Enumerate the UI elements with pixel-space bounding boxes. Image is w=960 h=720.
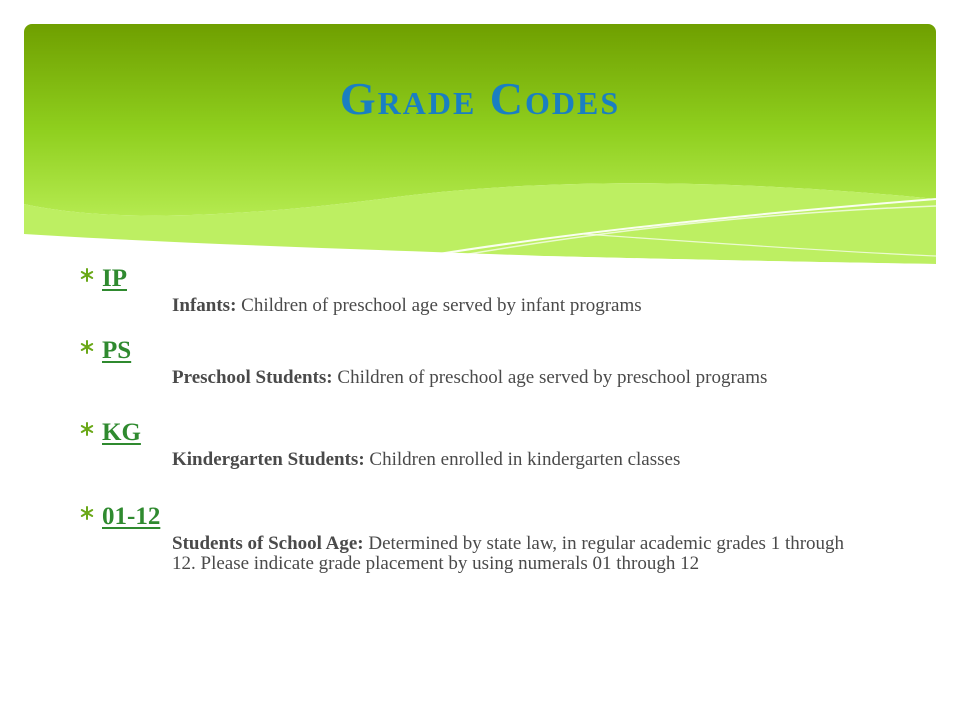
list-item <box>80 262 880 316</box>
asterisk-icon <box>80 422 94 436</box>
grade-description <box>172 450 872 470</box>
asterisk-icon <box>80 268 94 282</box>
grade-term: Preschool Students: <box>172 367 333 388</box>
banner-graphic <box>24 24 936 274</box>
grade-term: Infants: <box>172 295 237 316</box>
grade-description <box>172 368 872 388</box>
list-item <box>80 334 880 388</box>
grade-text: Children enrolled in kindergarten classes <box>364 449 681 470</box>
title-banner <box>24 24 936 274</box>
grade-term: Students of School Age: <box>172 533 364 554</box>
grade-code: KG <box>102 419 141 446</box>
grade-description <box>172 534 872 574</box>
asterisk-icon <box>80 340 94 354</box>
list-item <box>80 416 880 470</box>
grade-code: PS <box>102 337 132 364</box>
asterisk-icon <box>80 506 94 520</box>
grade-code: IP <box>102 265 127 292</box>
grade-text: Determined by state law, in regular academic grades 1 through 12. Please indicate grade placement by using numerals 01 through 12 <box>172 533 845 574</box>
grade-description <box>172 296 872 316</box>
grade-text: Children of preschool age served by infant programs <box>236 295 642 316</box>
list-item <box>80 500 880 574</box>
grade-term: Kindergarten Students: <box>172 449 365 470</box>
grade-text: Children of preschool age served by preschool programs <box>332 367 768 388</box>
grade-code: 01-12 <box>102 503 161 530</box>
grade-code-list <box>80 262 880 588</box>
page-title: Grade Codes <box>339 73 621 124</box>
